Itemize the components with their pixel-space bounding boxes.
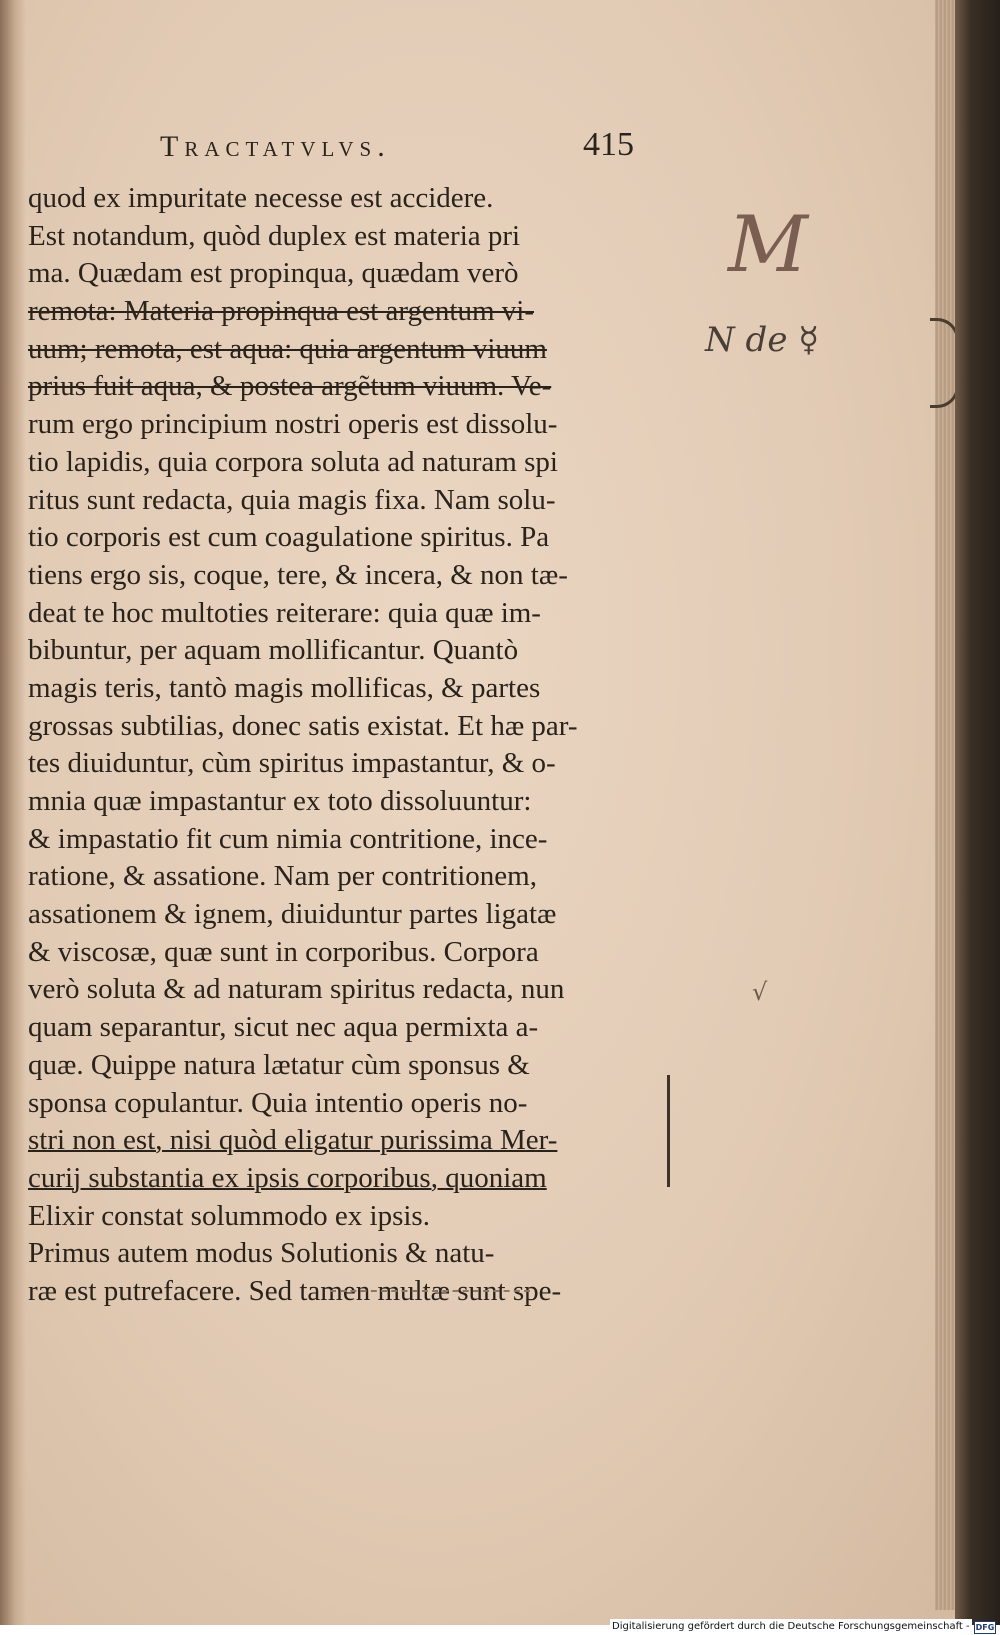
text-line: sponsa copulantur. Quia intentio operis no- (28, 1086, 528, 1119)
margin-note-v: √ (752, 978, 768, 1006)
text-line: magis teris, tantò magis mollificas, & partes (28, 671, 541, 704)
text-line: tio corporis est cum coagulatione spiritus. Pa (28, 521, 550, 554)
text-line: assationem & ignem, diuiduntur partes ligatæ (28, 898, 557, 931)
text-line: ma. Quædam est propinqua, quædam verò (28, 257, 519, 290)
dfg-logo: DFG (975, 1623, 995, 1632)
margin-bracket (667, 1075, 670, 1187)
margin-note-nde: N de ☿ (705, 320, 820, 360)
text-line: Primus autem modus Solutionis & natu- (28, 1237, 495, 1270)
digitization-credit: Digitalisierung gefördert durch die Deutsche Forschungsgemeinschaft - (610, 1619, 972, 1635)
book-edge-shadow (955, 0, 1000, 1625)
folio-number: 415 (583, 126, 634, 163)
text-line: tiens ergo sis, coque, tere, & incera, & non tæ- (28, 558, 568, 591)
dashed-rule (330, 1290, 530, 1294)
body-text (28, 180, 678, 1311)
text-line: tes diuiduntur, cùm spiritus impastantur, & o- (28, 747, 556, 780)
text-line: ratione, & assatione. Nam per contritionem, (28, 860, 537, 893)
text-line: curij substantia ex ipsis corporibus, quoniam (28, 1161, 547, 1194)
text-line: grossas subtilias, donec satis existat. Et hæ par- (28, 709, 578, 742)
text-line: Est notandum, quòd duplex est materia pri (28, 219, 521, 252)
text-line: ræ est putrefacere. Sed tamen multæ sunt spe- (28, 1274, 562, 1307)
text-line: ritus sunt redacta, quia magis fixa. Nam solu- (28, 483, 556, 516)
text-line: Elixir constat solummodo ex ipsis. (28, 1199, 430, 1232)
text-line: quod ex impuritate necesse est accidere. (28, 182, 494, 214)
running-title: Tractatvlvs. (160, 130, 391, 163)
text-line: verò soluta & ad naturam spiritus redacta, nun (28, 973, 565, 1006)
text-line: tio lapidis, quia corpora soluta ad naturam spi (28, 445, 558, 478)
text-line: & viscosæ, quæ sunt in corporibus. Corpora (28, 935, 539, 968)
text-line: rum ergo principium nostri operis est dissolu- (28, 408, 558, 441)
text-line: quæ. Quippe natura lætatur cùm sponsus & (28, 1048, 530, 1081)
text-line: & impastatio fit cum nimia contritione, ince- (28, 822, 548, 855)
spine-shadow (0, 0, 26, 1625)
text-line: uum; remota, est aqua: quia argentum viuum (28, 332, 547, 365)
text-line: remota: Materia propinqua est argentum vi- (28, 295, 534, 328)
text-line: bibuntur, per aquam mollificantur. Quantò (28, 634, 519, 667)
text-line: prius fuit aqua, & postea argẽtum viuum. Ve- (28, 370, 552, 403)
text-line: quam separantur, sicut nec aqua permixta a- (28, 1011, 539, 1044)
margin-note-m: M (728, 200, 808, 290)
page-header (160, 126, 680, 180)
text-line: deat te hoc multoties reiterare: quia quæ im- (28, 596, 541, 629)
text-line: stri non est, nisi quòd eligatur purissima Mer- (28, 1124, 558, 1157)
text-line: mnia quæ impastantur ex toto dissoluuntur: (28, 785, 532, 817)
